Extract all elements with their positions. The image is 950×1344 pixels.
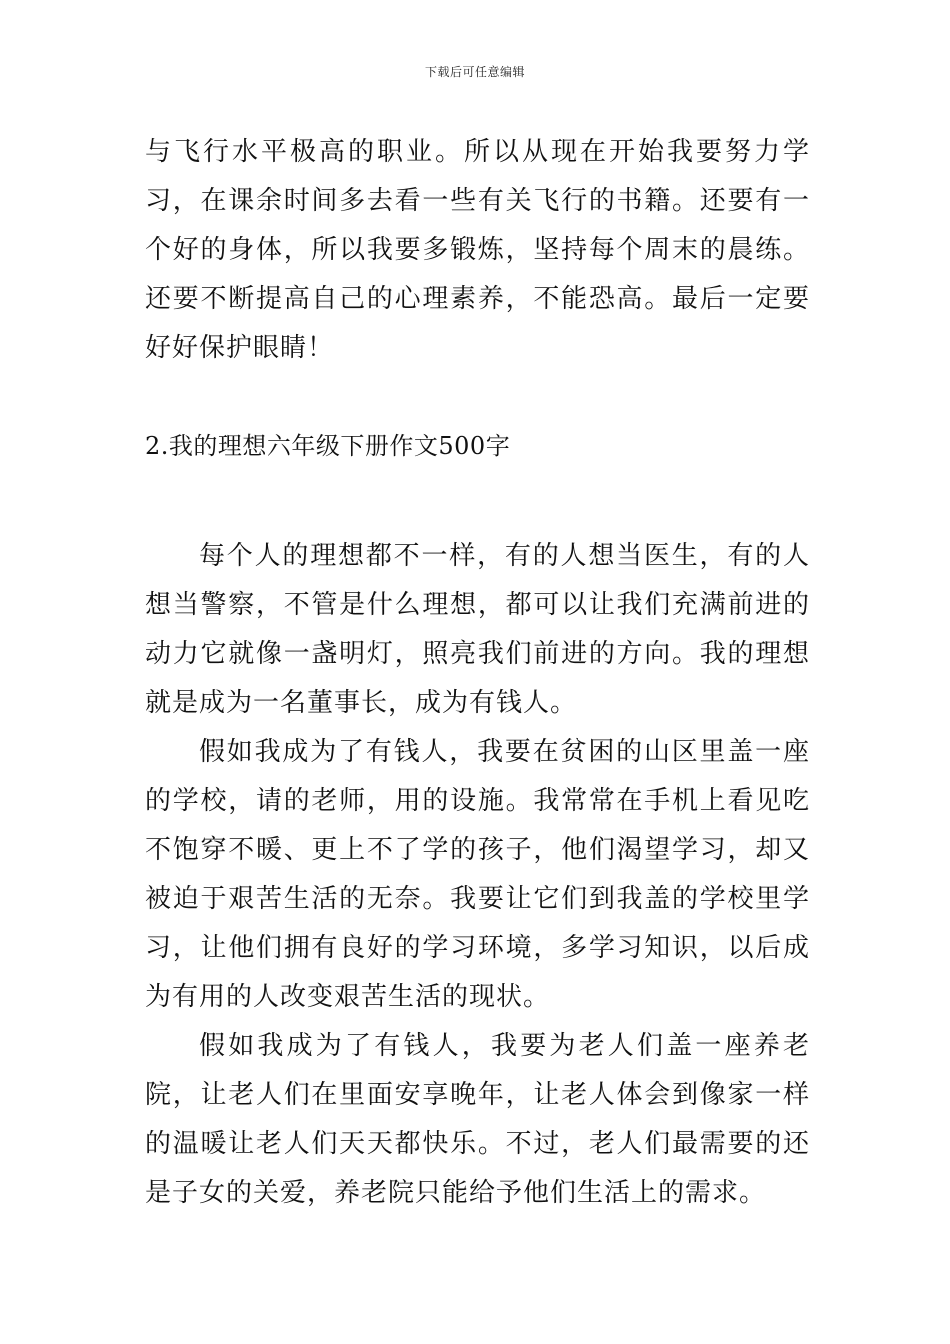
page-header-note: 下载后可任意编辑 <box>424 65 525 79</box>
paragraph-2: 假如我成为了有钱人，我要在贫困的山区里盖一座的学校，请的老师，用的设施。我常常在手机上看见吃不饱穿不暖、更上不了学的孩子，他们渴望学习，却又被迫于艰苦生活的无奈。我要让它们到我盖的学校里学习，让他们拥有良好的学习环境，多学习知识，以后成为有用的人改变艰苦生活的现状。 <box>145 737 810 1012</box>
paragraph-3: 假如我成为了有钱人，我要为老人们盖一座养老院，让老人们在里面安享晚年，让老人体会到像家一样的温暖让老人们天天都快乐。不过，老人们最需要的还是子女的关爱，养老院只能给予他们生活上的需求。 <box>145 1031 810 1208</box>
spacer <box>145 373 810 422</box>
section-title: 2.我的理想六年级下册作文500字 <box>145 432 511 460</box>
document-body <box>145 128 810 1218</box>
paragraph-1: 每个人的理想都不一样，有的人想当医生，有的人想当警察，不管是什么理想，都可以让我们充满前进的动力它就像一盏明灯，照亮我们前进的方向。我的理想就是成为一名董事长，成为有钱人。 <box>145 541 810 718</box>
intro-paragraph: 与飞行水平极高的职业。所以从现在开始我要努力学习，在课余时间多去看一些有关飞行的书籍。还要有一个好的身体，所以我要多锻炼，坚持每个周末的晨练。还要不断提高自己的心理素养，不能恐高。最后一定要好好保护眼睛！ <box>145 137 810 363</box>
spacer <box>145 471 810 532</box>
